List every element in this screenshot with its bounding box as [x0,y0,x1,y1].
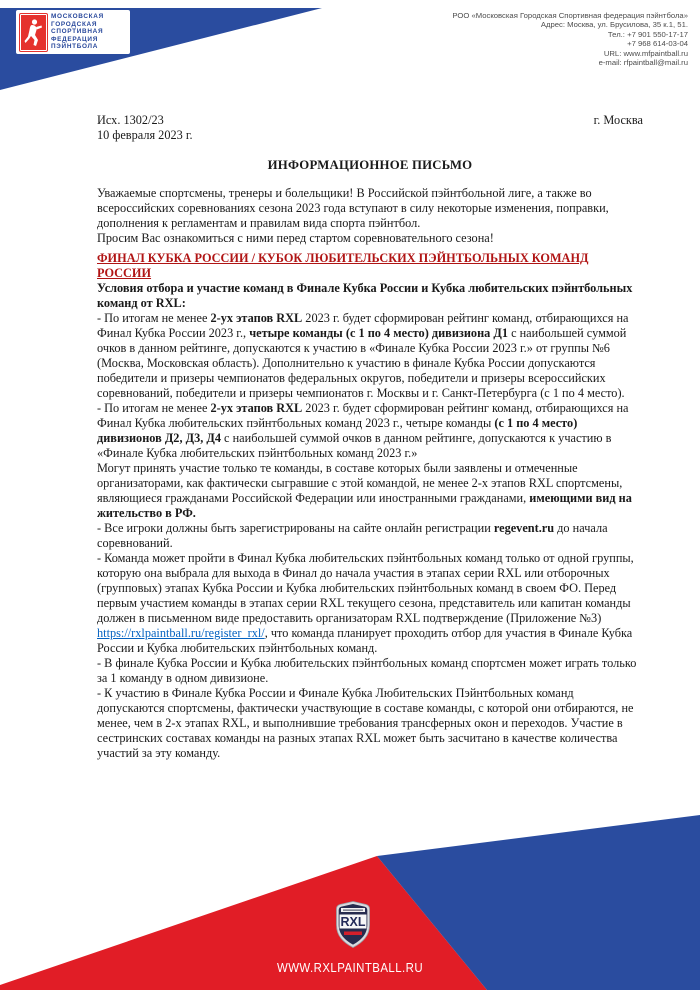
federation-name [51,13,104,50]
paintball-player-glyph [24,18,43,47]
list-item-d1 [97,311,643,401]
federation-logo [16,10,130,54]
text-run: 2023 г. будет сформирован рейтинг команд, отбирающихся на Финал Кубка любительских пэйнтбольных команд 2023 г., четыре команды [97,401,629,430]
text-run: - К участию в Финале Кубка России и Финале Кубка Любительских Пэйнтбольных команд допускаются спортсмены, фактически участвующие в составе команды, с которой они отбираются, не менее, чем в 2-х этапах RXL, и выполнившие требования трансферных окон и переходов. Участие в сестринских составах команды на разных этапах RXL может быть засчитано в качестве количества участий за эту команду. [97,686,634,760]
letter-body [97,113,643,761]
shield-small-text-mark [343,910,363,911]
text-run: с наибольшей суммой очков в данном рейтинге, допускаются к участию в «Финале Кубка России 2023 г.» от группы №6 (Москва, Московская область). Дополнительно к участию в финале Кубка России допускаются победители и призеры чемпионатов федеральных округов, победители и призеры всероссийских соревнований, победители и призеры чемпионатов г. Москвы и г. Санкт-Петербурга (с 1 по 4 место). [97,326,627,400]
text-run: Могут принять участие только те команды, в составе которых были заявлены и отмеченные организаторами, как фактически сыгравшие с этой командой, не менее 2-х этапов RXL спортсмены, являющиеся гражданами Российской Федерации или иностранными гражданами, [97,461,623,505]
section-subheading [97,281,643,311]
paintball-player-icon [20,14,47,51]
text-run: Условия отбора и участие команд в Финале Кубка России и Кубка любительских пэйнтбольных команд от RXL: [97,281,633,310]
text-run: - Все игроки должны быть зарегистрированы на сайте онлайн регистрации [97,521,494,535]
rxl-shield-logo [335,901,371,948]
letter-title: ИНФОРМАЦИОННОЕ ПИСЬМО [267,158,473,172]
text-run: четыре команды (с 1 по 4 место) дивизиона Д1 [249,326,508,340]
list-item-transfer [97,686,643,761]
federation-name-line: ФЕДЕРАЦИЯ [51,35,99,43]
text-run: - В финале Кубка России и Кубка любительских пэйнтбольных команд спортсмен может играть только за 1 команду в одном дивизионе. [97,656,637,685]
letter-paragraphs [97,186,643,761]
intro-paragraph [97,186,643,231]
section-heading [97,251,643,281]
text-run: , что команда планирует проходить отбор для участия в Финале Кубка России и Кубка любительских пэйнтбольных команд. [97,626,633,655]
text-run: имеющими вид на жительство в РФ. [97,491,632,520]
text-run: 2-ух этапов RXL [210,401,303,415]
text-run: с наибольшей суммой очков в данном рейтинге, допускаются к участию в «Финале Кубка любительских пэйнтбольных команд 2023 г.» [97,431,612,460]
contact-phone2-line: +7 968 614-03-04 [627,39,688,49]
list-item-registration [97,521,643,551]
text-run: до начала соревнований. [97,521,608,550]
contact-url-line: URL: www.mfpaintball.ru [603,48,688,58]
text-run: Просим Вас ознакомиться с ними перед стартом соревновательного сезона! [97,231,494,245]
register-rxl-link[interactable]: https://rxlpaintball.ru/register_rxl/ [97,626,265,640]
footer-website [0,960,700,975]
federation-name-line: ПЭЙНТБОЛА [51,43,99,51]
text-run: - По итогам не менее [97,401,211,415]
footer-website-text: WWW.RXLPAINTBALL.RU [276,960,424,975]
notice-paragraph [97,231,643,246]
text-run: 2023 г. будет сформирован рейтинг команд, отбирающихся на Финал Кубка России 2023 г., [97,311,629,340]
text-run: Уважаемые спортсмены, тренеры и болельщики! В Российской пэйнтбольной лиге, а также во всероссийских соревнованиях сезона 2023 года вступают в силу некоторые изменения, поправки, дополнения к регламентам и правилам вида спорта пэйнтбол. [97,186,609,230]
federation-name-line: СПОРТИВНАЯ [51,28,104,36]
list-item-group [97,551,643,656]
header-contacts [452,11,688,67]
city-label: г. Москва [593,113,643,127]
shield-red-stripe [344,932,362,936]
contact-phone-line: Тел.: +7 901 550-17-17 [607,29,688,39]
list-item-one-team [97,656,643,686]
contact-address-line: Адрес: Москва, ул. Брусилова, 35 к.1, 51. [540,20,688,30]
text-run: regevent.ru [493,521,555,535]
letter-date: 10 февраля 2023 г. [97,128,193,142]
list-item-d234 [97,401,643,461]
text-run: 2-ух этапов RXL [210,311,303,325]
text-run: - Команда может пройти в Финал Кубка любительских пэйнтбольных команд только от одной группы, которую она выбрала для выхода в Финал до начала участия в этапах серии RXL или отборочных (групповых) этапах Кубка России и Кубка любительских пэйнтбольных команд в своем ФО. Перед первым участием команды в этапах серии RXL текущего сезона, представитель или капитан команды должен в письменном виде предоставить организаторам RXL подтверждение (Приложение №3) [97,551,634,625]
reference-number: Исх. 1302/23 [97,113,164,127]
text-run: ФИНАЛ КУБКА РОССИИ / КУБОК ЛЮБИТЕЛЬСКИХ ПЭЙНТБОЛЬНЫХ КОМАНД РОССИИ [97,251,589,280]
text-run: (с 1 по 4 место) дивизионов Д2, Д3, Д4 [97,416,578,445]
contact-email-line: e-mail: rfpaintball@mail.ru [598,58,688,68]
shield-rxl-text: RXL [340,914,366,929]
eligibility-paragraph [97,461,643,521]
letter-meta-row [97,113,643,128]
federation-name-line: МОСКОВСКАЯ [51,13,104,21]
contact-org-line: РОО «Московская Городская Спортивная федерация пэйнтбола» [452,11,688,20]
text-run: - По итогам не менее [97,311,211,325]
federation-name-line: ГОРОДСКАЯ [51,20,98,28]
